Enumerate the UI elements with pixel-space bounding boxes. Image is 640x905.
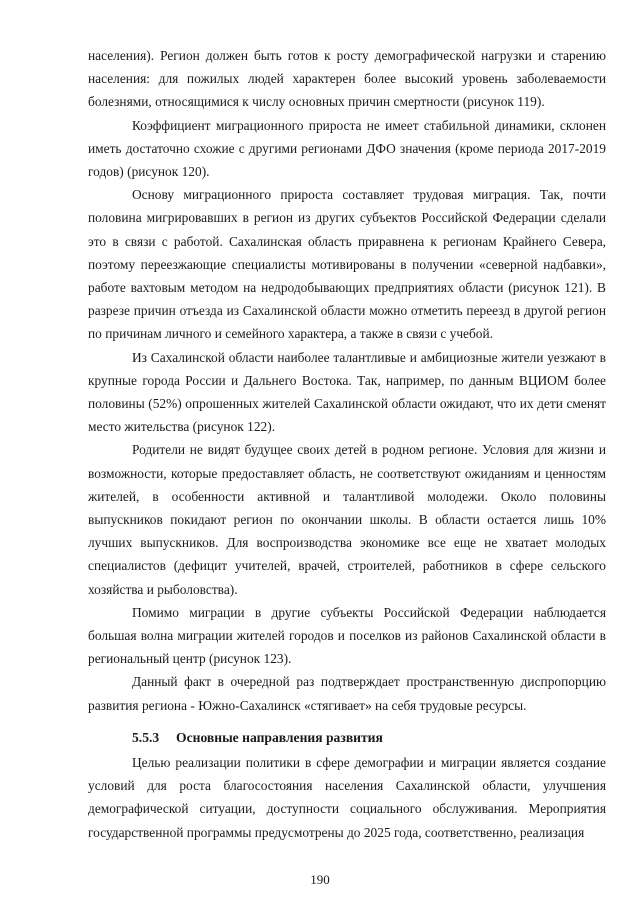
paragraph: Помимо миграции в другие субъекты Российской Федерации наблюдается большая волна миграции жителей городов и поселков из районов Сахалинской области в региональный центр (рисунок 123). <box>88 604 606 667</box>
paragraph: Целью реализации политики в сфере демографии и миграции является создание условий для роста благосостояния населения Сахалинской области, улучшения демографической ситуации, доступности социального обслуживания. Мероприятия государственной программы предусмотрены до 2025 года, соответственно, реализация <box>88 754 606 840</box>
page-number: 190 <box>310 872 330 887</box>
paragraph: Коэффициент миграционного прироста не имеет стабильной динамики, склонен иметь достаточно схожие с другими регионами ДФО значения (кроме периода 2017-2019 годов) (рисунок 120). <box>88 117 606 180</box>
paragraph: Данный факт в очередной раз подтверждает пространственную диспропорцию развития региона - Южно-Сахалинск «стягивает» на себя трудовые ресурсы. <box>88 674 606 713</box>
paragraph: Из Сахалинской области наиболее талантливые и амбициозные жители уезжают в крупные города России и Дальнего Востока. Так, например, по данным ВЦИОМ более половины (52%) опрошенных жителей Сахалинской области ожидают, что их дети сменят место жительства (рисунок 122). <box>88 349 606 435</box>
section-title: Основные направления развития <box>176 729 383 745</box>
body-text-before <box>88 44 606 717</box>
paragraph: Родители не видят будущее своих детей в родном регионе. Условия для жизни и возможности, которые предоставляет область, не соответствуют ожиданиям и ценностям жителей, в особенности активной и талантливой молодежи. Около половины выпускников покидают регион по окончании школы. В области остается лишь 10% лучших выпускников. Для воспроизводства экономике все еще не хватает молодых специалистов (дефицит учителей, врачей, строителей, работников в сфере сельского хозяйства и рыболовства). <box>88 442 606 597</box>
paragraph: населения). Регион должен быть готов к росту демографической нагрузки и старению населения: для пожилых людей характерен более высокий уровень заболеваемости болезнями, относящимися к числу основных причин смертности (рисунок 119). <box>88 48 606 110</box>
section-heading <box>132 726 606 749</box>
section-number: 5.5.3 <box>132 729 160 745</box>
paragraph: Основу миграционного прироста составляет трудовая миграция. Так, почти половина мигрировавших в регион из других субъектов Российской Федерации сделали это в связи с работой. Сахалинская область приравнена к регионам Крайнего Севера, поэтому переезжающие специалисты мотивированы в получении «северной надбавки», работе вахтовым методом на недродобывающих предприятиях области (рисунок 121). В разрезе причин отъезда из Сахалинской области можно отметить переезд в другой регион по причинам личного и семейного характера, а также в связи с учебой. <box>88 187 606 342</box>
body-text-after <box>88 751 606 844</box>
